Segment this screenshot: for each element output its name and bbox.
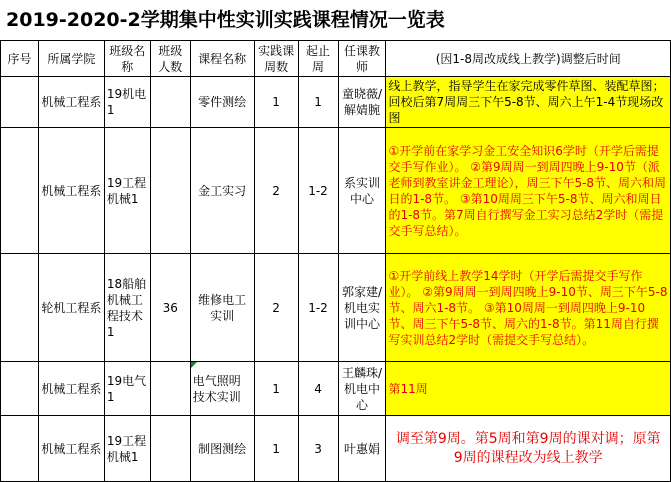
cell-class: 18船舶机械工程技术1 xyxy=(104,254,150,362)
cell-college: 机械工程系 xyxy=(38,128,104,254)
cell-weeks: 1 xyxy=(254,77,298,128)
header-class: 班级名称 xyxy=(104,41,150,77)
cell-seq xyxy=(1,77,39,128)
table-header-row xyxy=(1,41,671,77)
cell-course: 维修电工实训 xyxy=(190,254,254,362)
header-teacher: 任课教师 xyxy=(338,41,386,77)
cell-count xyxy=(150,362,190,416)
header-weeks: 实践课周数 xyxy=(254,41,298,77)
cell-count xyxy=(150,77,190,128)
cell-course: 电气照明技术实训 xyxy=(190,362,254,416)
header-course: 课程名称 xyxy=(190,41,254,77)
cell-class: 19电气1 xyxy=(104,362,150,416)
header-college: 所属学院 xyxy=(38,41,104,77)
cell-seq xyxy=(1,362,39,416)
cell-note: ①开学前线上教学14学时（开学后需提交手写作业）。 ②第9周周一到周四晚上9-10节、周三下午5-8节、周六1-8节。 ③第10周周一到周四晚上9-10节、周三下午5-8节、周六的1-8节。第11周自行撰写实训总结2学时（需提交手写总结）。 xyxy=(386,254,671,362)
table-row xyxy=(1,416,671,482)
header-count: 班级人数 xyxy=(150,41,190,77)
cell-teacher: 郭家建/机电实训中心 xyxy=(338,254,386,362)
cell-teacher: 王麟珠/机电中心 xyxy=(338,362,386,416)
cell-college: 轮机工程系 xyxy=(38,254,104,362)
cell-class: 19工程机械1 xyxy=(104,416,150,482)
cell-range: 3 xyxy=(298,416,338,482)
cell-course: 零件测绘 xyxy=(190,77,254,128)
cell-class: 19工程机械1 xyxy=(104,128,150,254)
cell-note: ①开学前在家学习金工安全知识6学时（开学后需提交手写作业）。 ②第9周周一到周四晚上9-10节（派老师到教室讲金工理论），周三下午5-8节、周六和周日的1-8节。 ③第10周周三下午5-8节、周六和周日的1-8节。第7周自行撰写金工实习总结2学时（需提交手写总结）。 xyxy=(386,128,671,254)
cell-note: 调至第9周。第5周和第9周的课对调；原第9周的课程改为线上教学 xyxy=(386,416,671,482)
cell-count: 36 xyxy=(150,254,190,362)
cell-weeks: 1 xyxy=(254,416,298,482)
cell-range: 4 xyxy=(298,362,338,416)
header-seq: 序号 xyxy=(1,41,39,77)
cell-college: 机械工程系 xyxy=(38,77,104,128)
cell-range: 1-2 xyxy=(298,128,338,254)
cell-seq xyxy=(1,254,39,362)
cell-range: 1 xyxy=(298,77,338,128)
table-row xyxy=(1,254,671,362)
cell-teacher: 叶惠娟 xyxy=(338,416,386,482)
cell-weeks: 1 xyxy=(254,362,298,416)
cell-seq xyxy=(1,416,39,482)
cell-range: 1-2 xyxy=(298,254,338,362)
cell-count xyxy=(150,416,190,482)
cell-course: 制图测绘 xyxy=(190,416,254,482)
cell-note: 线上教学，指导学生在家完成零件草图、装配草图；回校后第7周周三下午5-8节、周六上午1-4节现场改图 xyxy=(386,77,671,128)
cell-class: 19机电1 xyxy=(104,77,150,128)
cell-weeks: 2 xyxy=(254,254,298,362)
course-table xyxy=(0,40,671,482)
cell-count xyxy=(150,128,190,254)
cell-course: 金工实习 xyxy=(190,128,254,254)
cell-note: 第11周 xyxy=(386,362,671,416)
header-note: (因1-8周改成线上教学)调整后时间 xyxy=(386,41,671,77)
page-title: 2019-2020-2学期集中性实训实践课程情况一览表 xyxy=(6,9,445,31)
cell-teacher: 系实训中心 xyxy=(338,128,386,254)
table-row xyxy=(1,77,671,128)
cell-teacher: 童晓薇/解婧腕 xyxy=(338,77,386,128)
cell-seq xyxy=(1,128,39,254)
header-range: 起止周 xyxy=(298,41,338,77)
table-row xyxy=(1,128,671,254)
cell-college: 机械工程系 xyxy=(38,362,104,416)
table-row xyxy=(1,362,671,416)
cell-weeks: 2 xyxy=(254,128,298,254)
cell-college: 机械工程系 xyxy=(38,416,104,482)
